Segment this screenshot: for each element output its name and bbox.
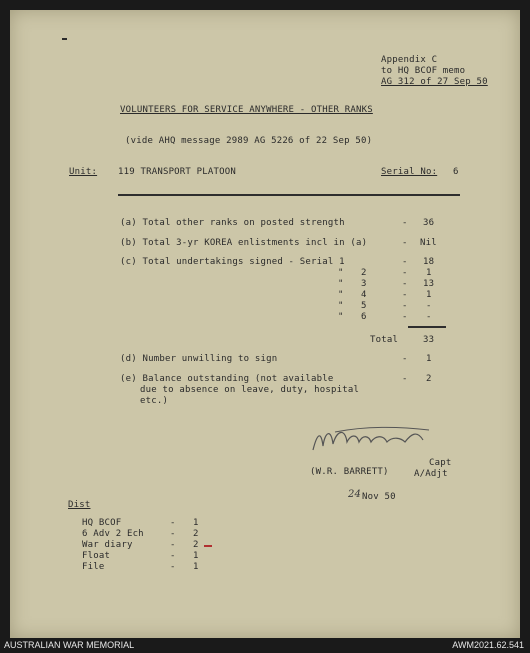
serial-value: 6 <box>453 167 459 177</box>
date-day-handwritten: 24 <box>348 489 362 500</box>
footer-left: AUSTRALIAN WAR MEMORIAL <box>4 640 135 650</box>
item-c-row-dash: - <box>402 301 408 311</box>
dist-row-count: 1 <box>193 518 199 528</box>
item-e-line-1: (e) Balance outstanding (not available <box>120 374 334 384</box>
ditto-mark: " <box>338 312 344 322</box>
item-b-dash: - <box>402 238 408 248</box>
ink-mark <box>62 38 67 40</box>
dist-row-dash: - <box>170 518 176 528</box>
item-c-value: 18 <box>423 257 435 267</box>
reference-line: (vide AHQ message 2989 AG 5226 of 22 Sep 50) <box>125 136 373 146</box>
item-d-text: (d) Number unwilling to sign <box>120 354 278 364</box>
item-c-row-value: 13 <box>423 279 435 289</box>
unit-value: 119 TRANSPORT PLATOON <box>118 167 236 177</box>
item-c-row-value: - <box>426 301 432 311</box>
document-title: VOLUNTEERS FOR SERVICE ANYWHERE - OTHER RANKS <box>120 105 373 115</box>
item-c-row-value: - <box>426 312 432 322</box>
total-value: 33 <box>423 335 435 345</box>
appendix-line-1: Appendix C <box>381 55 438 65</box>
dist-row-dash: - <box>170 551 176 561</box>
dist-row-dash: - <box>170 529 176 539</box>
dist-row-count: 1 <box>193 562 199 572</box>
dist-row-dash: - <box>170 540 176 550</box>
signature-name: (W.R. BARRETT) <box>310 467 389 477</box>
total-label: Total <box>370 335 399 345</box>
signature-role: A/Adjt <box>414 469 448 479</box>
ditto-mark: " <box>338 290 344 300</box>
item-b-value: Nil <box>420 238 437 248</box>
item-c-row-dash: - <box>402 268 408 278</box>
dist-row-name: War diary <box>82 540 133 550</box>
ditto-mark: " <box>338 268 344 278</box>
item-e-line-3: etc.) <box>140 396 169 406</box>
item-c-row-serial: 4 <box>361 290 367 300</box>
total-rule <box>408 326 446 328</box>
handwritten-signature <box>305 420 445 460</box>
item-e-value: 2 <box>426 374 432 384</box>
item-a-value: 36 <box>423 218 435 228</box>
footer-right: AWM2021.62.541 <box>452 640 524 650</box>
dist-heading: Dist <box>68 500 91 510</box>
item-c-row-serial: 6 <box>361 312 367 322</box>
horizontal-rule <box>118 194 460 196</box>
item-c-row-dash: - <box>402 290 408 300</box>
date-rest: Nov 50 <box>362 492 396 502</box>
item-c-row-serial: 3 <box>361 279 367 289</box>
appendix-line-2: to HQ BCOF memo <box>381 66 466 76</box>
red-pen-tick <box>204 545 212 547</box>
item-e-dash: - <box>402 374 408 384</box>
item-b-text: (b) Total 3-yr KOREA enlistments incl in (a) <box>120 238 368 248</box>
document-page <box>10 10 520 638</box>
dist-row-count: 2 <box>193 529 199 539</box>
item-a-dash: - <box>402 218 408 228</box>
item-a-text: (a) Total other ranks on posted strength <box>120 218 345 228</box>
unit-label: Unit: <box>69 167 98 177</box>
item-c-row-serial: 5 <box>361 301 367 311</box>
item-c-row-value: 1 <box>426 268 432 278</box>
serial-label: Serial No: <box>381 167 438 177</box>
item-c-row-dash: - <box>402 312 408 322</box>
dist-row-dash: - <box>170 562 176 572</box>
item-c-row-value: 1 <box>426 290 432 300</box>
appendix-line-3: AG 312 of 27 Sep 50 <box>381 77 488 87</box>
item-c-row-dash: - <box>402 279 408 289</box>
dist-row-name: Float <box>82 551 111 561</box>
item-c-dash: - <box>402 257 408 267</box>
item-c-text: (c) Total undertakings signed - Serial 1 <box>120 257 345 267</box>
dist-row-name: HQ BCOF <box>82 518 122 528</box>
item-d-value: 1 <box>426 354 432 364</box>
dist-row-count: 1 <box>193 551 199 561</box>
dist-row-count: 2 <box>193 540 199 550</box>
ditto-mark: " <box>338 301 344 311</box>
dist-row-name: File <box>82 562 105 572</box>
item-c-row-serial: 2 <box>361 268 367 278</box>
ditto-mark: " <box>338 279 344 289</box>
item-d-dash: - <box>402 354 408 364</box>
item-e-line-2: due to absence on leave, duty, hospital <box>140 385 360 395</box>
dist-row-name: 6 Adv 2 Ech <box>82 529 144 539</box>
signature-rank: Capt <box>429 458 452 468</box>
